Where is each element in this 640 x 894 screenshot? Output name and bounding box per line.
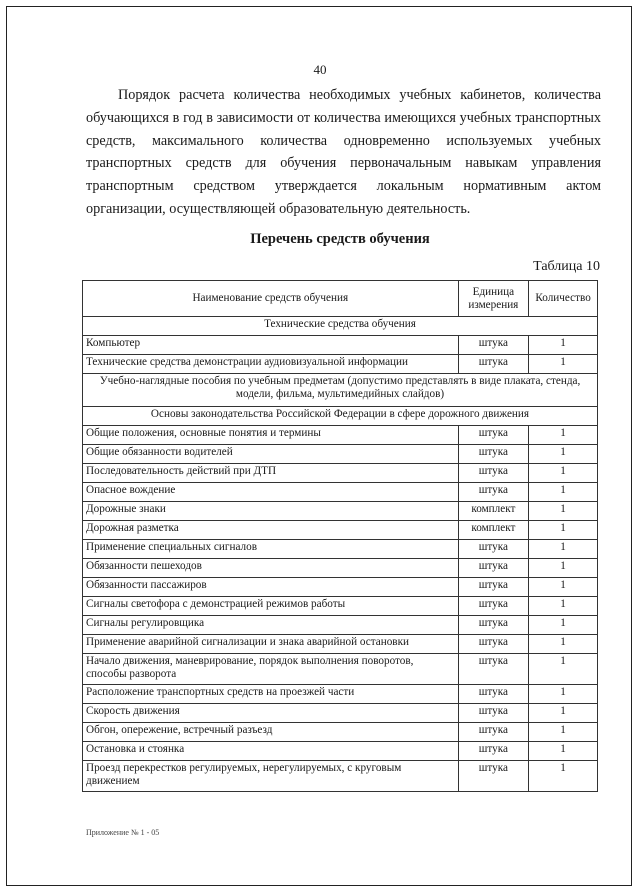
cell-unit: штука (458, 761, 529, 792)
table-row (83, 597, 598, 616)
cell-qty: 1 (529, 464, 598, 483)
cell-name: Расположение транспортных средств на проезжей части (83, 685, 459, 704)
cell-qty: 1 (529, 578, 598, 597)
table-row (83, 654, 598, 685)
cell-unit: штука (458, 742, 529, 761)
table-row (83, 616, 598, 635)
cell-name: Дорожные знаки (83, 502, 459, 521)
cell-qty: 1 (529, 635, 598, 654)
cell-unit: штука (458, 597, 529, 616)
cell-name: Технические средства демонстрации аудиовизуальной информации (83, 355, 459, 374)
cell-name: Обязанности пешеходов (83, 559, 459, 578)
cell-unit: штука (458, 355, 529, 374)
cell-unit: штука (458, 445, 529, 464)
page-number: 40 (313, 62, 327, 77)
cell-name: Общие положения, основные понятия и термины (83, 426, 459, 445)
cell-qty: 1 (529, 502, 598, 521)
cell-qty: 1 (529, 654, 598, 685)
cell-unit: штука (458, 483, 529, 502)
cell-unit: штука (458, 685, 529, 704)
cell-qty: 1 (529, 685, 598, 704)
table-row (83, 685, 598, 704)
table-row (83, 635, 598, 654)
table-row (83, 445, 598, 464)
table-row (83, 540, 598, 559)
document-title: Перечень средств обучения (250, 231, 430, 247)
section-title: Технические средства обучения (83, 317, 598, 336)
cell-name: Сигналы светофора с демонстрацией режимов работы (83, 597, 459, 616)
table-row (83, 464, 598, 483)
cell-unit: штука (458, 704, 529, 723)
table-header-row (83, 281, 598, 317)
cell-name: Скорость движения (83, 704, 459, 723)
cell-qty: 1 (529, 616, 598, 635)
table-row (83, 426, 598, 445)
cell-qty: 1 (529, 723, 598, 742)
cell-unit: штука (458, 578, 529, 597)
cell-name: Дорожная разметка (83, 521, 459, 540)
cell-unit: штука (458, 464, 529, 483)
cell-name: Применение аварийной сигнализации и знака аварийной остановки (83, 635, 459, 654)
cell-qty: 1 (529, 426, 598, 445)
cell-name: Компьютер (83, 336, 459, 355)
table-row (83, 521, 598, 540)
cell-qty: 1 (529, 336, 598, 355)
means-table (82, 280, 598, 792)
cell-unit: штука (458, 426, 529, 445)
cell-qty: 1 (529, 597, 598, 616)
cell-unit: штука (458, 540, 529, 559)
header-qty: Количество (529, 281, 598, 317)
cell-name: Опасное вождение (83, 483, 459, 502)
cell-unit: штука (458, 336, 529, 355)
cell-name: Остановка и стоянка (83, 742, 459, 761)
table-body (83, 317, 598, 792)
cell-name: Сигналы регулировщика (83, 616, 459, 635)
footer-note: Приложение № 1 - 05 (86, 828, 160, 837)
header-name: Наименование средств обучения (83, 281, 459, 317)
cell-qty: 1 (529, 761, 598, 792)
table-row (83, 578, 598, 597)
cell-unit: штука (458, 654, 529, 685)
section-title: Учебно-наглядные пособия по учебным предметам (допустимо представлять в виде плаката, стенда, модели, фильма, мультимедийных слайдов) (83, 374, 598, 407)
cell-qty: 1 (529, 445, 598, 464)
table-row (83, 336, 598, 355)
cell-name: Начало движения, маневрирование, порядок выполнения поворотов, способы разворота (83, 654, 459, 685)
cell-unit: штука (458, 616, 529, 635)
cell-qty: 1 (529, 742, 598, 761)
section-row (83, 374, 598, 407)
cell-name: Применение специальных сигналов (83, 540, 459, 559)
section-row (83, 407, 598, 426)
cell-qty: 1 (529, 559, 598, 578)
table-row (83, 355, 598, 374)
cell-name: Последовательность действий при ДТП (83, 464, 459, 483)
cell-name: Проезд перекрестков регулируемых, нерегулируемых, с круговым движением (83, 761, 459, 792)
table-row (83, 559, 598, 578)
table-row (83, 761, 598, 792)
section-title: Основы законодательства Российской Федерации в сфере дорожного движения (83, 407, 598, 426)
section-row (83, 317, 598, 336)
cell-unit: комплект (458, 521, 529, 540)
cell-unit: комплект (458, 502, 529, 521)
cell-qty: 1 (529, 704, 598, 723)
header-unit: Единица измерения (458, 281, 529, 317)
table-row (83, 704, 598, 723)
cell-qty: 1 (529, 540, 598, 559)
table-row (83, 483, 598, 502)
cell-unit: штука (458, 635, 529, 654)
table-row (83, 723, 598, 742)
cell-name: Общие обязанности водителей (83, 445, 459, 464)
cell-unit: штука (458, 723, 529, 742)
cell-name: Обязанности пассажиров (83, 578, 459, 597)
cell-unit: штука (458, 559, 529, 578)
cell-name: Обгон, опережение, встречный разъезд (83, 723, 459, 742)
cell-qty: 1 (529, 355, 598, 374)
intro-paragraph: Порядок расчета количества необходимых учебных кабинетов, количества обучающихся в год в зависимости от количества имеющихся учебных транспортных средств, максимального количества одновременно используемых учебных транспортных средств для обучения первоначальным навыкам управления транспортным средством утверждается локальным нормативным актом организации, осуществляющей образовательную деятельность. (86, 87, 601, 217)
table-row (83, 502, 598, 521)
cell-qty: 1 (529, 521, 598, 540)
cell-qty: 1 (529, 483, 598, 502)
table-row (83, 742, 598, 761)
table-label: Таблица 10 (533, 259, 600, 274)
